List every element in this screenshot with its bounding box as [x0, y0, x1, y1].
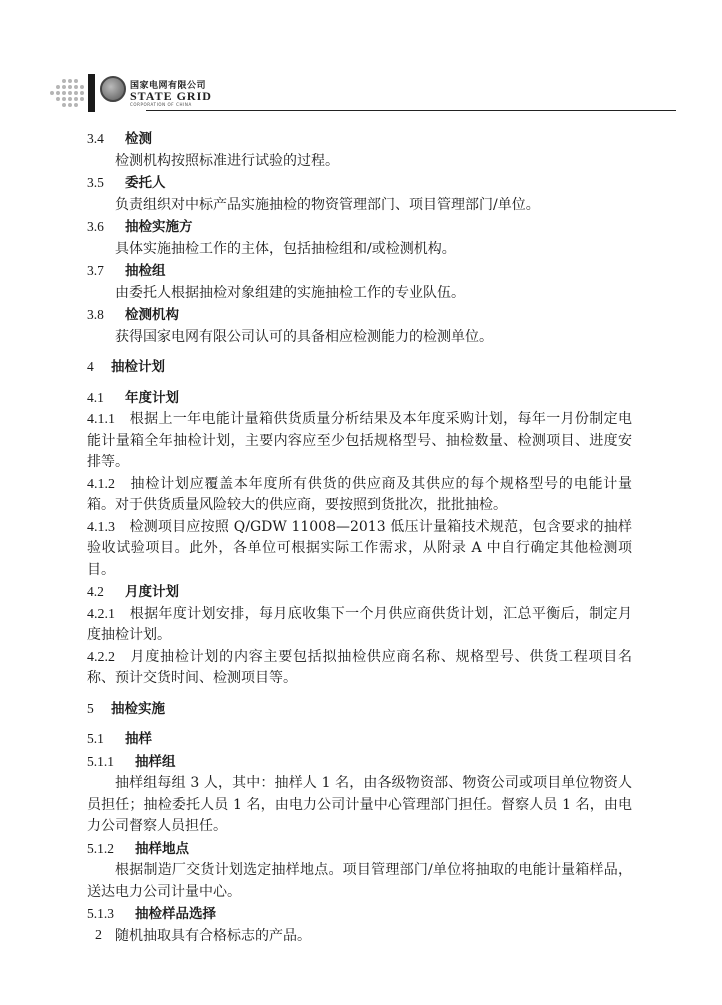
clause-4-2-2: 4.2.2 月度抽检计划的内容主要包括拟抽检供应商名称、规格型号、供货工程项目名称、预计交货时间、检测项目等。	[87, 648, 633, 686]
clause-4-2-1: 4.2.1 根据年度计划安排，每月底收集下一个月供应商供货计划，汇总平衡后，制定月度抽检计划。	[87, 605, 633, 643]
section-heading-5-1: 5.1 抽样	[87, 731, 152, 747]
section-heading-5-1-3: 5.1.3 抽检样品选择	[87, 906, 216, 922]
section-body-3-8: 获得国家电网有限公司认可的具备相应检测能力的检测单位。	[115, 328, 493, 345]
state-grid-logo-icon	[100, 76, 126, 102]
section-body-3-6: 具体实施抽检工作的主体，包括抽检组和/或检测机构。	[115, 240, 456, 257]
section-heading-3-6: 3.6 抽检实施方	[87, 219, 193, 235]
header-rule	[146, 110, 676, 111]
section-heading-4-1: 4.1 年度计划	[87, 389, 179, 406]
logo-subtitle: CORPORATION OF CHINA	[130, 102, 192, 107]
section-heading-5-1-2: 5.1.2 抽样地点	[87, 840, 189, 857]
clause-4-1-2: 4.1.2 抽检计划应覆盖本年度所有供货的供应商及其供应的每个规格型号的电能计量箱。对于供货质量风险较大的供应商，要按照到货批次，批批抽检。	[87, 475, 633, 513]
page-header	[48, 72, 628, 112]
section-body-3-4: 检测机构按照标准进行试验的过程。	[115, 152, 339, 169]
section-heading-3-7: 3.7 抽检组	[87, 263, 166, 279]
section-body-5-1-2: 根据制造厂交货计划选定抽样地点。项目管理部门/单位将抽取的电能计量箱样品，送达电力公司计量中心。	[87, 862, 632, 900]
section-heading-3-8: 3.8 检测机构	[87, 307, 179, 323]
page-number: 2	[95, 928, 102, 943]
section-heading-3-5: 3.5 委托人	[87, 175, 166, 191]
section-body-5-1-3: 随机抽取具有合格标志的产品。	[115, 927, 311, 944]
section-heading-5-1-1: 5.1.1 抽样组	[87, 753, 176, 770]
section-body-3-5: 负责组织对中标产品实施抽检的物资管理部门、项目管理部门/单位。	[115, 196, 540, 213]
chapter-heading-4: 4 抽检计划	[87, 359, 165, 375]
logo-chinese-name: 国家电网有限公司	[130, 81, 207, 91]
section-heading-4-2: 4.2 月度计划	[87, 584, 179, 600]
clause-4-1-1: 4.1.1 根据上一年电能计量箱供货质量分析结果及本年度采购计划，每年一月份制定电能计量箱全年抽检计划，主要内容应至少包括规格型号、抽检数量、检测项目、进度安排等。	[87, 411, 633, 470]
section-body-5-1-1: 抽样组每组 3 人，其中：抽样人 1 名，由各级物资部、物资公司或项目单位物资人员担任；抽检委托人员 1 名，由电力公司计量中心管理部门担任。督察人员 1 名，由电力公司督察人员担任。	[87, 775, 632, 834]
section-heading-3-4: 3.4 检测	[87, 131, 152, 147]
logo-english-name: STATE GRID	[130, 89, 212, 103]
section-body-3-7: 由委托人根据抽检对象组建的实施抽检工作的专业队伍。	[115, 284, 465, 301]
header-bar	[88, 74, 95, 112]
dot-pattern-decoration	[48, 78, 86, 108]
chapter-heading-5: 5 抽检实施	[87, 700, 165, 717]
document-body	[87, 128, 632, 947]
clause-4-1-3: 4.1.3 检测项目应按照 Q/GDW 11008—2013 低压计量箱技术规范，包含要求的抽样验收试验项目。此外，各单位可根据实际工作需求，从附录 A 中自行确定其他检测项目。	[87, 518, 632, 578]
